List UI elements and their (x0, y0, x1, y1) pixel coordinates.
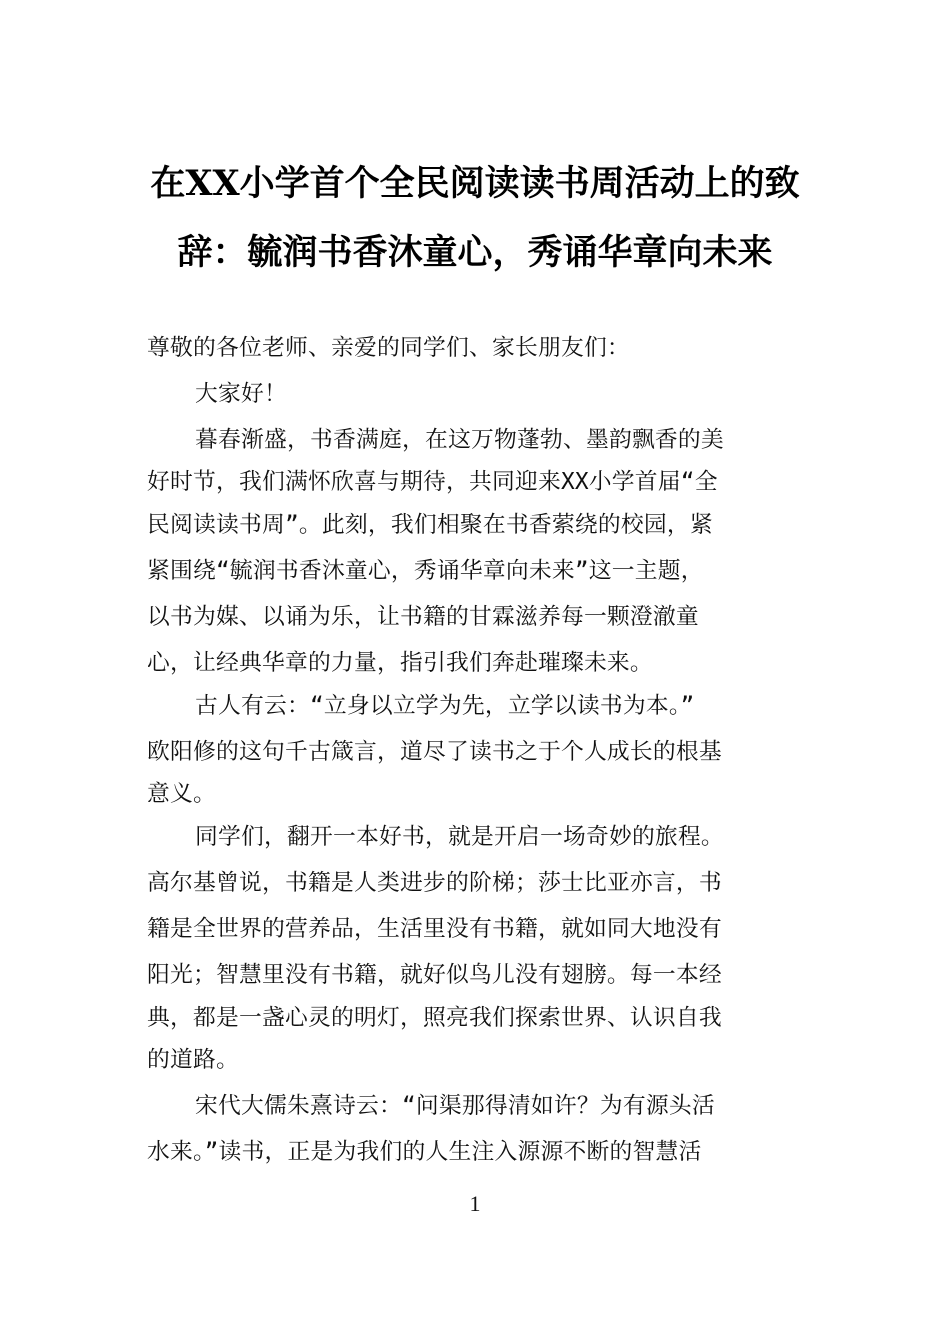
paragraph-line: 古人有云：“立身以立学为先，立学以读书为本。” (195, 693, 695, 719)
document-title-line-1: 在XX小学首个全民阅读读书周活动上的致 (150, 163, 800, 204)
paragraph-line: 以书为媒、以诵为乐，让书籍的甘霖滋养每一颗澄澈童 (147, 604, 699, 630)
greeting: 大家好！ (195, 381, 287, 407)
salutation: 尊敬的各位老师、亲爱的同学们、家长朋友们： (147, 335, 630, 361)
paragraph-line: 高尔基曾说，书籍是人类进步的阶梯；莎士比亚亦言，书 (147, 870, 722, 896)
page-number: 1 (469, 1191, 481, 1216)
paragraph-line: 典，都是一盏心灵的明灯，照亮我们探索世界、认识自我 (147, 1005, 722, 1031)
paragraph-line: 好时节，我们满怀欣喜与期待，共同迎来XX小学首届“全 (147, 469, 718, 495)
paragraph-line: 水来。”读书，正是为我们的人生注入源源不断的智慧活 (147, 1139, 702, 1165)
paragraph-line: 同学们，翻开一本好书，就是开启一场奇妙的旅程。 (195, 824, 724, 850)
paragraph-line: 紧围绕“毓润书香沐童心，秀诵华章向未来”这一主题， (147, 558, 704, 584)
paragraph-line: 暮春渐盛，书香满庭，在这万物蓬勃、墨韵飘香的美 (195, 427, 724, 453)
paragraph-line: 籍是全世界的营养品，生活里没有书籍，就如同大地没有 (147, 916, 722, 942)
paragraph-line: 意义。 (147, 781, 216, 807)
paragraph-line: 民阅读读书周”。此刻，我们相聚在书香萦绕的校园，紧 (147, 512, 713, 538)
paragraph-line: 阳光；智慧里没有书籍，就好似鸟儿没有翅膀。每一本经 (147, 962, 722, 988)
document-title-line-2: 辞：毓润书香沐童心，秀诵华章向未来 (177, 232, 773, 273)
paragraph-line: 宋代大儒朱熹诗云：“问渠那得清如许？为有源头活 (195, 1093, 715, 1119)
paragraph-line: 欧阳修的这句千古箴言，道尽了读书之于个人成长的根基 (147, 739, 722, 765)
paragraph-line: 的道路。 (147, 1047, 239, 1073)
paragraph-line: 心，让经典华章的力量，指引我们奔赴璀璨未来。 (147, 650, 653, 676)
